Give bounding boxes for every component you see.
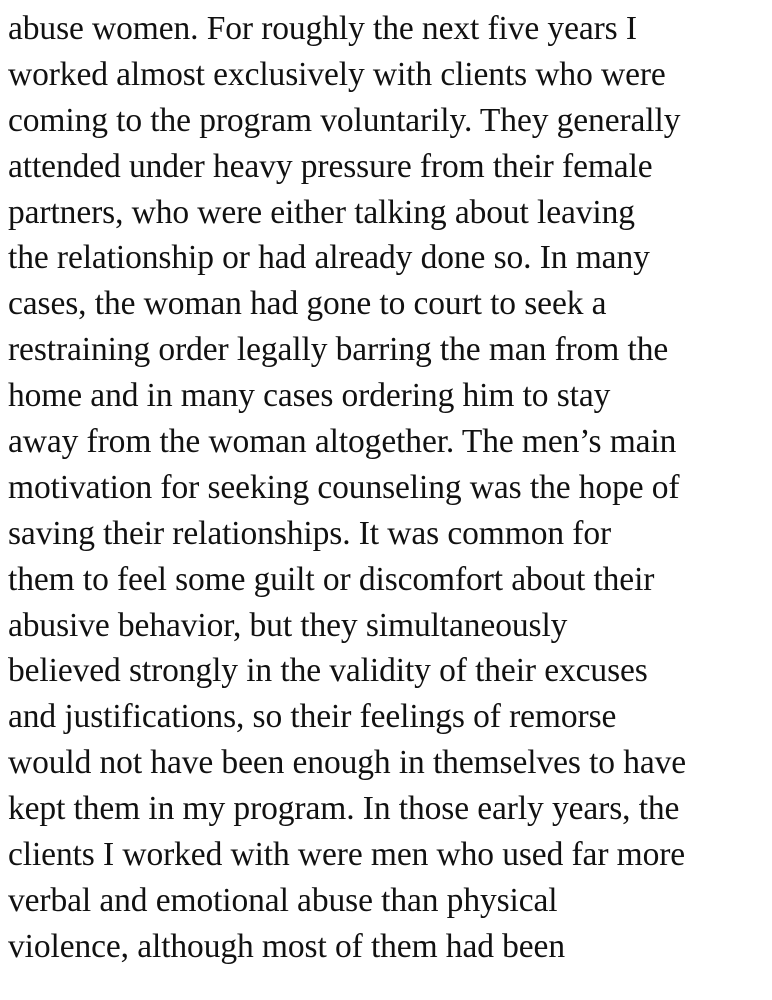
- body-text: [8, 6, 768, 970]
- text-line: and justifications, so their feelings of remorse: [8, 698, 617, 736]
- text-line: abuse women. For roughly the next five years I: [8, 10, 637, 47]
- text-line: home and in many cases ordering him to stay: [8, 377, 611, 415]
- text-line: cases, the woman had gone to court to seek a: [8, 285, 607, 323]
- text-line: saving their relationships. It was common for: [8, 514, 612, 552]
- text-line: attended under heavy pressure from their female: [8, 147, 653, 185]
- text-line: violence, although most of them had been: [8, 927, 565, 965]
- text-line: partners, who were either talking about leaving: [8, 193, 635, 231]
- text-line: restraining order legally barring the man from the: [8, 331, 669, 369]
- text-line: verbal and emotional abuse than physical: [8, 881, 558, 919]
- text-line: motivation for seeking counseling was the hope of: [8, 468, 680, 506]
- text-line: coming to the program voluntarily. They generally: [8, 101, 681, 139]
- text-line: would not have been enough in themselves to have: [8, 744, 687, 782]
- text-line: abusive behavior, but they simultaneously: [8, 606, 568, 644]
- text-line: them to feel some guilt or discomfort about their: [8, 560, 655, 598]
- text-line: believed strongly in the validity of their excuses: [8, 652, 648, 690]
- text-line: worked almost exclusively with clients who were: [8, 55, 666, 93]
- text-line: the relationship or had already done so. In many: [8, 239, 650, 277]
- text-line: kept them in my program. In those early years, the: [8, 790, 680, 828]
- text-line: away from the woman altogether. The men’s main: [8, 423, 677, 461]
- text-line: clients I worked with were men who used far more: [8, 836, 686, 874]
